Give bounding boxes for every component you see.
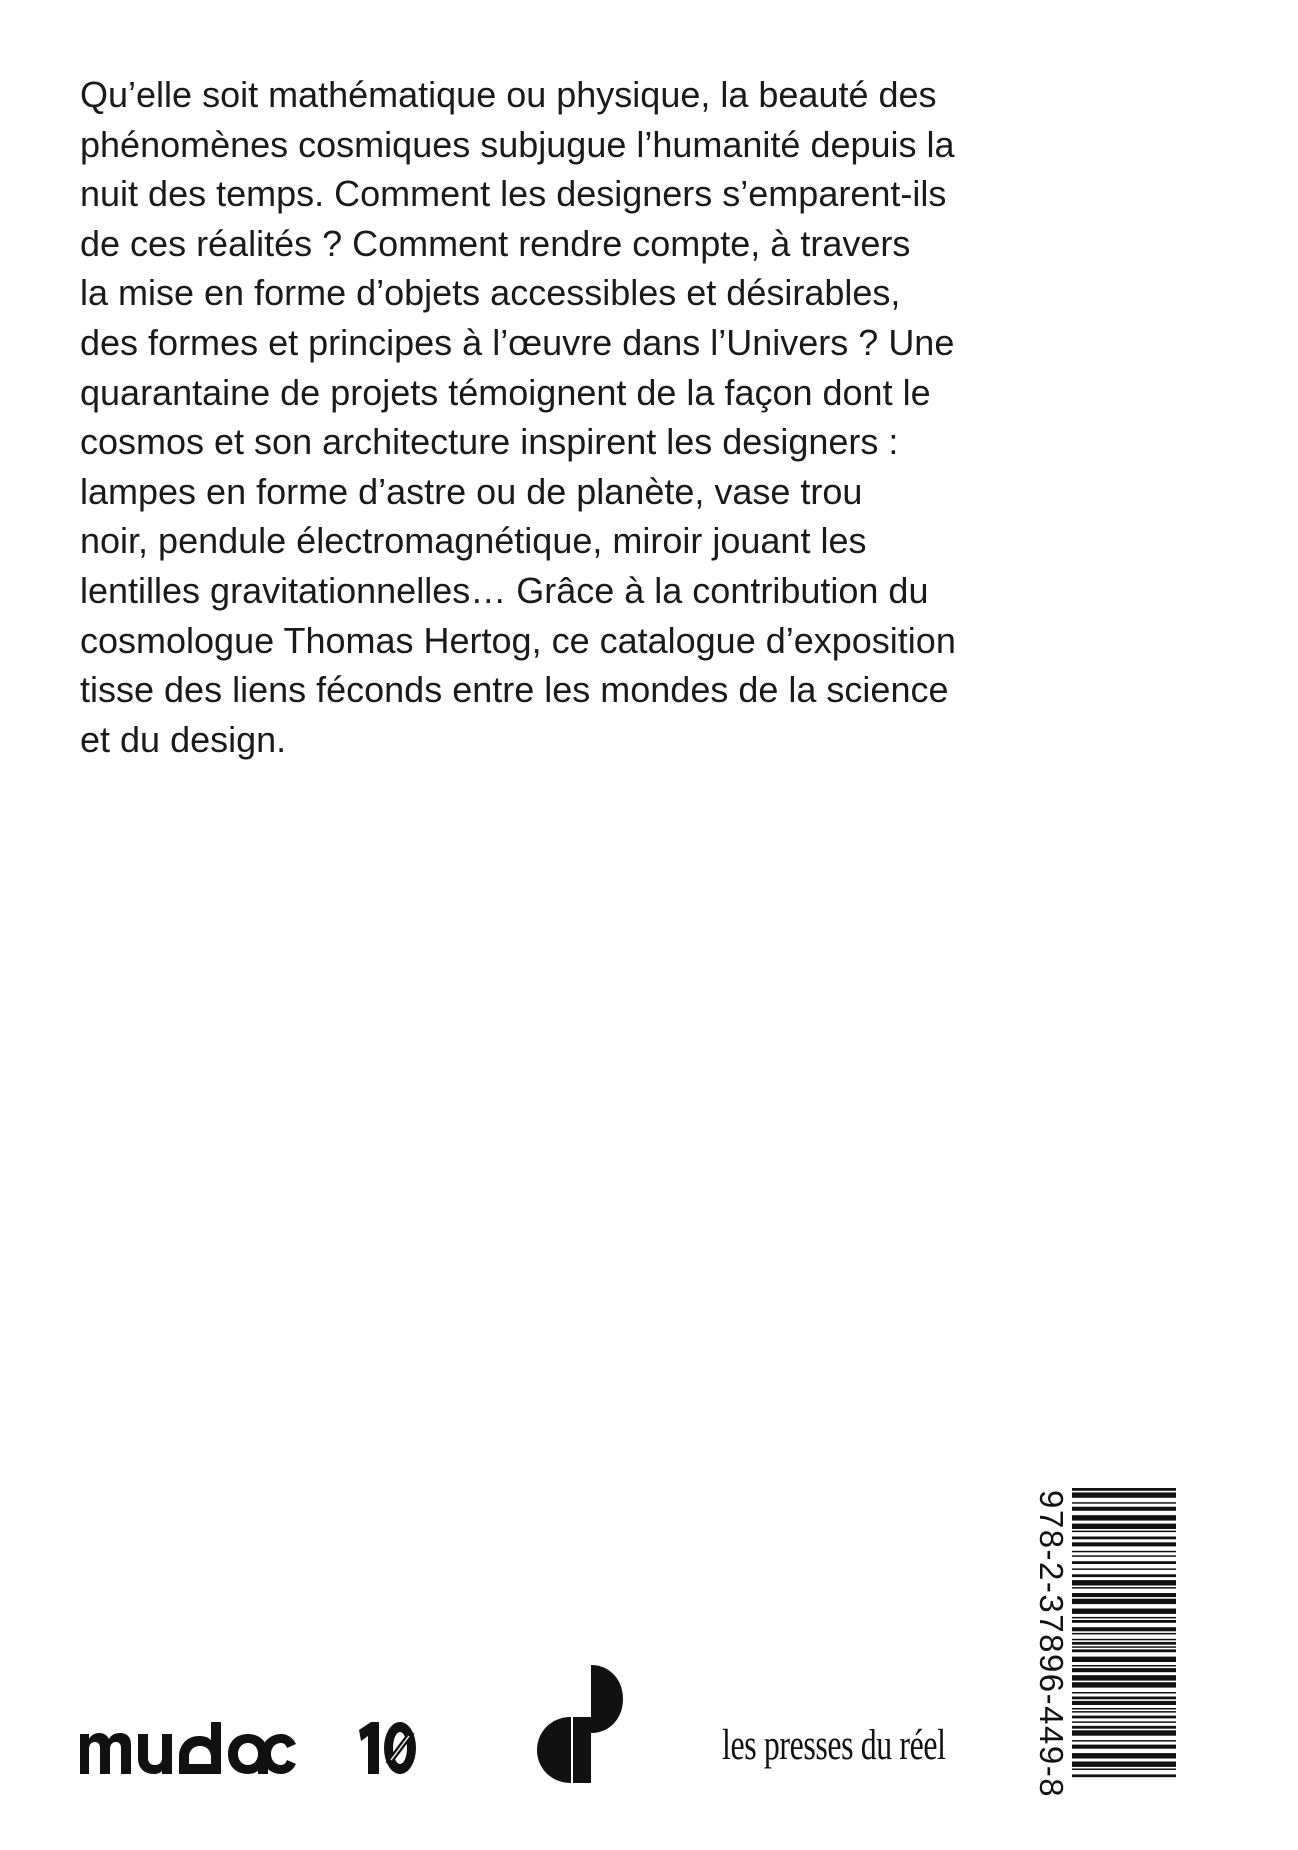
barcode-bar: [1072, 1531, 1176, 1533]
barcode-bar: [1072, 1774, 1176, 1777]
publisher-name: les presses du réel: [722, 1722, 946, 1769]
barcode-bar: [1072, 1568, 1176, 1570]
barcode-bar: [1072, 1580, 1176, 1585]
barcode-bar: [1072, 1551, 1176, 1553]
barcode-bar: [1072, 1599, 1176, 1604]
barcode-bar: [1072, 1769, 1176, 1771]
barcode-bar: [1072, 1740, 1176, 1742]
barcode-bar: [1072, 1617, 1176, 1619]
blurb-line: la mise en forme d’objets accessibles et désirables,: [80, 272, 901, 314]
blurb-line: Qu’elle soit mathématique ou physique, la beauté des: [80, 74, 937, 115]
barcode-bar: [1072, 1665, 1176, 1667]
isbn-barcode: [1072, 1488, 1176, 1784]
barcode-bar: [1072, 1639, 1176, 1641]
barcode-bar: [1072, 1492, 1176, 1497]
barcode-bar: [1072, 1701, 1176, 1705]
barcode-bar: [1072, 1642, 1176, 1645]
barcode-bar: [1072, 1515, 1176, 1520]
blurb-line: lentilles gravitationnelles… Grâce à la contribution du: [80, 569, 929, 611]
blurb-line: cosmos et son architecture inspirent les designers :: [80, 421, 899, 463]
barcode-bar: [1072, 1524, 1176, 1529]
barcode-bar: [1072, 1561, 1176, 1564]
blurb-line: noir, pendule électromagnétique, miroir jouant les: [80, 520, 867, 562]
barcode-bar: [1072, 1593, 1176, 1597]
blurb-line: tisse des liens féconds entre les mondes de la science: [80, 669, 949, 711]
barcode-bar: [1072, 1726, 1176, 1729]
blurb-line: nuit des temps. Comment les designers s’emparent-ils: [80, 173, 947, 215]
ten-anniversary-logo: [355, 1720, 417, 1776]
barcode-bar: [1072, 1675, 1176, 1680]
barcode-bar: [1072, 1633, 1176, 1635]
barcode-bar: [1072, 1542, 1176, 1546]
barcode-bar: [1072, 1753, 1176, 1758]
blurb-line: de ces réalités ? Comment rendre compte, à travers: [80, 222, 911, 264]
isbn-number: 978-2-37896-449-8: [1033, 1490, 1070, 1799]
barcode-bar: [1072, 1609, 1176, 1614]
barcode-bar: [1072, 1697, 1176, 1700]
barcode-bar: [1072, 1627, 1176, 1631]
back-cover-blurb: [80, 70, 1200, 764]
blurb-line: phénomènes cosmiques subjugue l’humanité depuis la: [80, 123, 955, 165]
blurb-line: et du design.: [80, 718, 287, 760]
mudac-logo: [80, 1722, 296, 1774]
barcode-bar: [1072, 1507, 1176, 1511]
barcode-bar: [1072, 1620, 1176, 1623]
barcode-bar: [1072, 1708, 1176, 1710]
barcode-bar: [1072, 1692, 1176, 1694]
barcode-bar: [1072, 1646, 1176, 1648]
barcode-bar: [1072, 1649, 1176, 1652]
barcode-bar: [1072, 1657, 1176, 1662]
barcode-bar: [1072, 1745, 1176, 1749]
barcode-bar: [1072, 1730, 1176, 1735]
blurb-line: cosmologue Thomas Hertog, ce catalogue d’exposition: [80, 619, 956, 661]
barcode-bar: [1072, 1721, 1176, 1723]
blurb-line: quarantaine de projets témoignent de la façon dont le: [80, 371, 931, 413]
blurb-line: lampes en forme d’astre ou de planète, vase trou: [80, 470, 863, 512]
barcode-bar: [1072, 1716, 1176, 1719]
barcode-bar: [1072, 1711, 1176, 1713]
barcode-bar: [1072, 1682, 1176, 1687]
barcode-bar: [1072, 1502, 1176, 1504]
barcode-bar: [1072, 1762, 1176, 1767]
barcode-bar: [1072, 1537, 1176, 1540]
barcode-bar: [1072, 1587, 1176, 1589]
publisher-mark-logo: [535, 1665, 625, 1783]
barcode-bar: [1072, 1668, 1176, 1672]
barcode-bar: [1072, 1555, 1176, 1557]
barcode-bar: [1072, 1488, 1176, 1491]
blurb-line: des formes et principes à l’œuvre dans l’Univers ? Une: [80, 321, 955, 363]
barcode-bar: [1072, 1574, 1176, 1577]
